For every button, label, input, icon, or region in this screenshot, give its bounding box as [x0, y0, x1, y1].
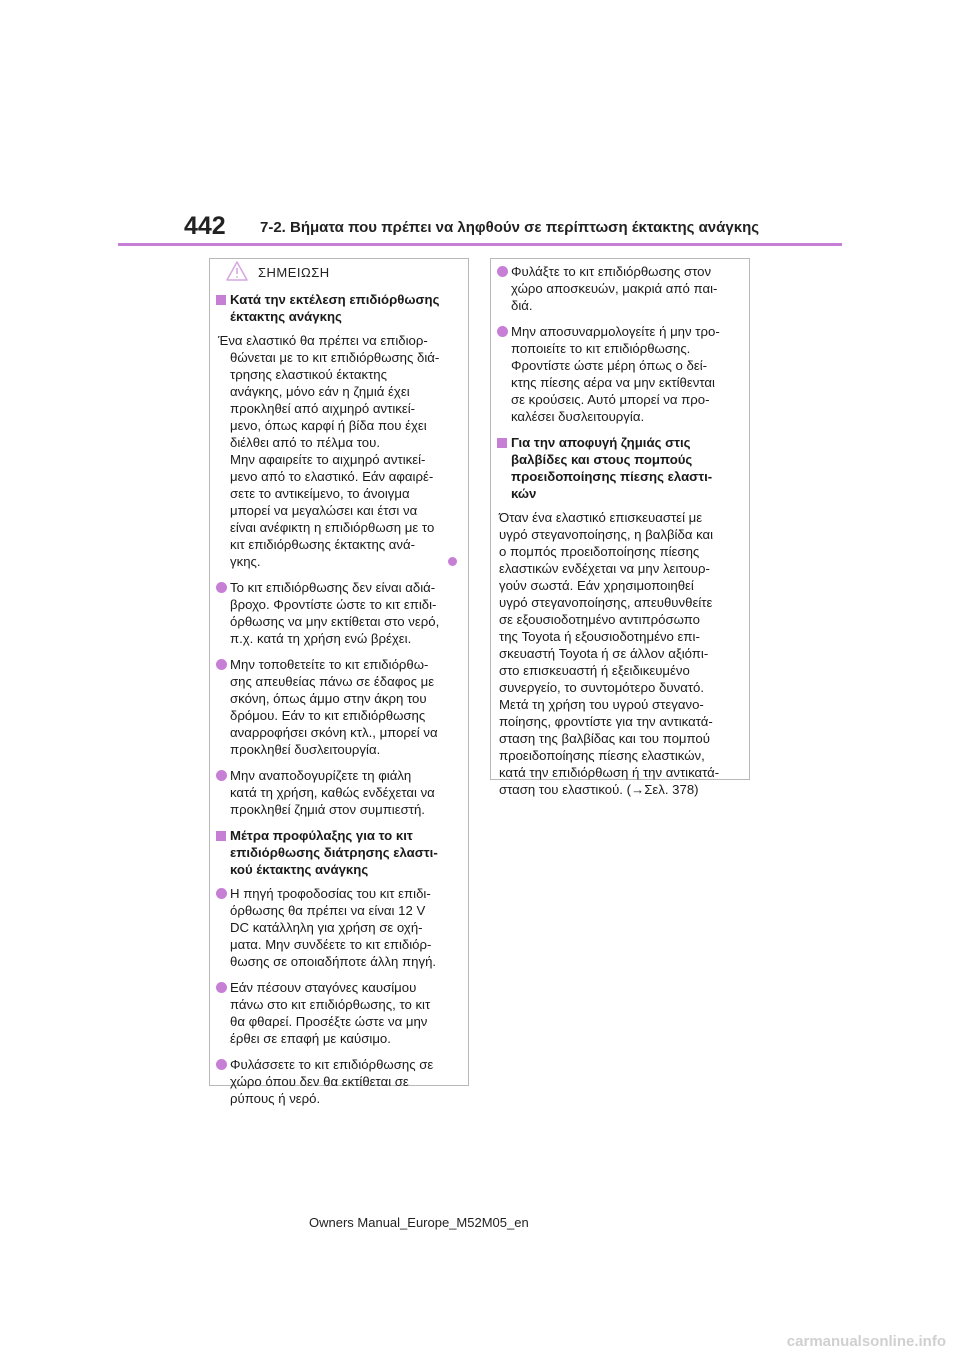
text-line: όρθωσης να μην εκτίθεται στο νερό,	[230, 614, 440, 629]
notice-content-right	[491, 259, 749, 798]
header-divider	[118, 243, 842, 246]
text-line: σης απευθείας πάνω σε έδαφος με	[230, 674, 435, 689]
text-line: κατά τη χρήση, καθώς ενδέχεται να	[230, 785, 435, 800]
page-number: 442	[184, 212, 226, 240]
footer-manual-id: Owners Manual_Europe_M52M05_en	[309, 1215, 529, 1230]
watermark: carmanualsonline.info	[786, 1333, 946, 1350]
text-line: Φυλάξτε το κιτ επιδιόρθωσης στον	[511, 264, 712, 279]
text-line: ρύπους ή νερό.	[230, 1091, 321, 1106]
text-line: στο επισκευαστή ή εξειδικευμένο	[499, 663, 690, 678]
text-line: είναι ανέφικτη η επιδιόρθωση με το	[230, 520, 435, 535]
text-line: πάνω στο κιτ επιδιόρθωσης, το κιτ	[230, 997, 431, 1012]
text-line: αναρροφήσει σκόνη κτλ., μπορεί να	[230, 725, 438, 740]
bullet-power-source	[210, 885, 468, 970]
heading-line: κών	[511, 486, 537, 501]
text-line: βροχο. Φροντίστε ώστε το κιτ επιδι-	[230, 597, 437, 612]
text-line: χώρο όπου δεν θα εκτίθεται σε	[230, 1074, 409, 1089]
text-line: χώρο αποσκευών, μακριά από παι-	[511, 281, 718, 296]
text-line: Μετά τη χρήση του υγρού στεγανο-	[499, 697, 704, 712]
text-line: Το κιτ επιδιόρθωσης δεν είναι αδιά-	[230, 580, 436, 595]
text-line: ματα. Μην συνδέετε το κιτ επιδιόρ-	[230, 937, 432, 952]
text-line: κιτ επιδιόρθωσης έκτακτης ανά-	[230, 537, 416, 552]
text-line: Φροντίστε ώστε μέρη όπως ο δεί-	[511, 358, 708, 373]
text-line: κατά την επιδιόρθωση ή την αντικατά-	[499, 765, 720, 780]
text-line: ελαστικών ενδέχεται να μην λειτουρ-	[499, 561, 710, 576]
text-line: Εάν πέσουν σταγόνες καυσίμου	[230, 980, 417, 995]
text-line: προκληθεί ζημιά στον συμπιεστή.	[230, 802, 425, 817]
heading-line: επιδιόρθωσης διάτρησης ελαστι-	[230, 845, 438, 860]
text-line: ποίησης, φροντίστε για την αντικατά-	[499, 714, 713, 729]
text-line: σετε το αντικείμενο, το άνοιγμα	[230, 486, 410, 501]
notice-header	[210, 259, 468, 287]
bullet-not-waterproof	[210, 579, 468, 647]
text-line: προειδοποίησης πίεσης ελαστικών,	[499, 748, 705, 763]
text-line: ποποιείτε το κιτ επιδιόρθωσης.	[511, 341, 691, 356]
text-line: Ένα ελαστικό θα πρέπει να επιδιορ-	[218, 333, 428, 348]
text-line: μπορεί να μεγαλώσει και έτσι να	[230, 503, 418, 518]
text-line: γούν σωστά. Εάν χρησιμοποιηθεί	[499, 578, 694, 593]
text-line: θωσης σε οποιαδήποτε άλλη πηγή.	[230, 954, 437, 969]
bullet-fuel-drops	[210, 979, 468, 1047]
text-line: μενο, όπως καρφί ή βίδα που έχει	[230, 418, 427, 433]
notice-box-left	[209, 258, 469, 1106]
text-line: γκης.	[230, 554, 261, 569]
text-line: Μην αποσυναρμολογείτε ή μην τρο-	[511, 324, 720, 339]
text-line: της Toyota ή εξουσιοδοτημένο επι-	[499, 629, 700, 644]
warning-triangle-icon	[226, 261, 248, 281]
text-line: ανάγκης, μόνο εάν η ζημιά έχει	[230, 384, 410, 399]
paragraph-sealant-valve	[491, 509, 749, 798]
text-line: διέλθει από το πέλμα του.	[230, 435, 380, 450]
text-line: υγρό στεγανοποίησης, η βαλβίδα και	[499, 527, 714, 542]
text-line: μενο από το ελαστικό. Εάν αφαιρέ-	[230, 469, 434, 484]
page-reference-link[interactable]: σταση του ελαστικού. (→Σελ. 378)	[499, 782, 699, 797]
text-line: θα φθαρεί. Προσέξτε ώστε να μην	[230, 1014, 428, 1029]
heading-valve-damage	[491, 434, 749, 502]
text-line: θώνεται με το κιτ επιδιόρθωσης διά-	[230, 350, 440, 365]
bullet-store-luggage	[491, 263, 749, 314]
text-line: Μην αναποδογυρίζετε τη φιάλη	[230, 768, 412, 783]
text-line: σκευαστή Toyota ή σε άλλον αξιόπι-	[499, 646, 709, 661]
heading-emergency-repair	[210, 291, 468, 325]
notice-label: ΣΗΜΕΙΩΣΗ	[258, 265, 330, 280]
paragraph-indent	[218, 349, 462, 570]
text-line: καλέσει δυσλειτουργία.	[511, 409, 645, 424]
text-line: όρθωσης θα πρέπει να είναι 12 V	[230, 903, 426, 918]
heading-line: Κατά την εκτέλεση επιδιόρθωσης	[230, 292, 440, 307]
bullet-dusty-ground	[210, 656, 468, 758]
heading-line: προειδοποίησης πίεσης ελαστι-	[511, 469, 713, 484]
heading-line: Για την αποφυγή ζημιάς στις	[511, 435, 691, 450]
text-line: Φυλάσσετε το κιτ επιδιόρθωσης σε	[230, 1057, 434, 1072]
text-line: σε εξουσιοδοτημένο αντιπρόσωπο	[499, 612, 700, 627]
text-line: διά.	[511, 298, 533, 313]
text-line: συνεργείο, το συντομότερο δυνατό.	[499, 680, 705, 695]
continue-bullet-icon	[448, 557, 457, 566]
text-line: έρθει σε επαφή με καύσιμο.	[230, 1031, 391, 1046]
heading-line: Μέτρα προφύλαξης για το κιτ	[230, 828, 413, 843]
section-title: 7-2. Βήματα που πρέπει να ληφθούν σε περίπτωση έκτακτης ανάγκης	[260, 219, 760, 236]
text-line: κτης πίεσης αέρα να μην εκτίθενται	[511, 375, 715, 390]
paragraph-repair-conditions	[210, 332, 468, 570]
text-line: δρόμου. Εάν το κιτ επιδιόρθωσης	[230, 708, 426, 723]
notice-content-left	[210, 291, 468, 1107]
text-line: π.χ. κατά τη χρήση ενώ βρέχει.	[230, 631, 412, 646]
text-line: Όταν ένα ελαστικό επισκευαστεί με	[499, 510, 703, 525]
text-line: ο πομπός προειδοποίησης πίεσης	[499, 544, 700, 559]
bullet-bottle-upside-down	[210, 767, 468, 818]
text-line: DC κατάλληλη για χρήση σε οχή-	[230, 920, 423, 935]
text-line: προκληθεί από αιχμηρό αντικεί-	[230, 401, 416, 416]
heading-line: βαλβίδες και στους πομπούς	[511, 452, 693, 467]
heading-line: κού έκτακτης ανάγκης	[230, 862, 369, 877]
notice-box-right	[490, 258, 750, 797]
text-line: σκόνη, όπως άμμο στην άκρη του	[230, 691, 427, 706]
text-line: σταση της βαλβίδας και του πομπού	[499, 731, 710, 746]
text-line: υγρό στεγανοποίησης, απευθυνθείτε	[499, 595, 713, 610]
text-line: τρησης ελαστικού έκτακτης	[230, 367, 387, 382]
text-line: Η πηγή τροφοδοσίας του κιτ επιδι-	[230, 886, 431, 901]
text-line: Μην αφαιρείτε το αιχμηρό αντικεί-	[230, 452, 426, 467]
heading-line: έκτακτης ανάγκης	[230, 309, 342, 324]
bullet-no-disassemble	[491, 323, 749, 425]
text-line: σε κρούσεις. Αυτό μπορεί να προ-	[511, 392, 710, 407]
heading-precautions	[210, 827, 468, 878]
text-line: Μην τοποθετείτε το κιτ επιδιόρθω-	[230, 657, 429, 672]
text-line: προκληθεί δυσλειτουργία.	[230, 742, 381, 757]
bullet-storage	[210, 1056, 468, 1107]
